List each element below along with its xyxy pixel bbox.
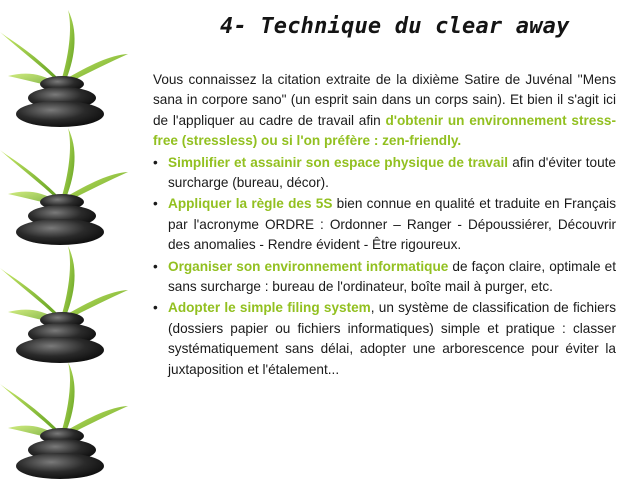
bullet-highlight: Simplifier et assainir son espace physique de travail bbox=[168, 154, 509, 170]
bullet-text: afin d'éviter toute surcharge (bureau, décor). bbox=[168, 154, 616, 191]
bullet-dot: • bbox=[153, 300, 158, 316]
slide-title: 4- Technique du clear away bbox=[220, 14, 570, 39]
bullet-item bbox=[153, 153, 616, 194]
bullet-item bbox=[153, 194, 616, 255]
bullet-text: bien connue en qualité et traduite en Français par l'acronyme ORDRE : Ordonner – Ranger - Dépoussiérer, Découvrir des anomalies - Rendre évident - Être rigoureux. bbox=[168, 196, 616, 253]
bullet-highlight: Adopter le simple filing system bbox=[168, 300, 371, 316]
bullet-highlight: Appliquer la règle des 5S bbox=[168, 196, 333, 212]
intro-text: Vous connaissez la citation extraite de la dixième Satire de Juvénal ''Mens sana in corpore sano" (un esprit sain dans un corps sain). Et bien il s'agit ici de l'appliquer au cadre de travail afin bbox=[153, 72, 616, 128]
zen-stones-image bbox=[0, 128, 130, 248]
zen-stones-image bbox=[0, 362, 130, 479]
bullet-highlight: Organiser son environnement informatique bbox=[168, 258, 449, 274]
slide-body bbox=[153, 70, 616, 380]
bullet-item bbox=[153, 257, 616, 298]
zen-stones-image bbox=[0, 10, 130, 130]
zen-stones-image bbox=[0, 246, 130, 366]
intro-highlight: d'obtenir un environnement stress-free (stressless) ou si l'on préfère : zen-friendly. bbox=[153, 112, 616, 149]
bullet-text: , un système de classification de fichiers (dossiers papier ou fichiers informatiques) simple et pratique : classer systématiquement sans délai, adopter une arborescence pour éviter la juxtaposition et l'étalement... bbox=[168, 300, 616, 377]
bullet-dot: • bbox=[153, 258, 158, 274]
bullet-dot: • bbox=[153, 196, 158, 212]
bullet-dot: • bbox=[153, 154, 158, 170]
zen-stones-decoration bbox=[0, 0, 150, 479]
intro-paragraph bbox=[153, 70, 616, 152]
bullet-item bbox=[153, 298, 616, 380]
bullet-text: de façon claire, optimale et sans surcharge : bureau de l'ordinateur, boîte mail à purger, etc. bbox=[168, 258, 616, 295]
